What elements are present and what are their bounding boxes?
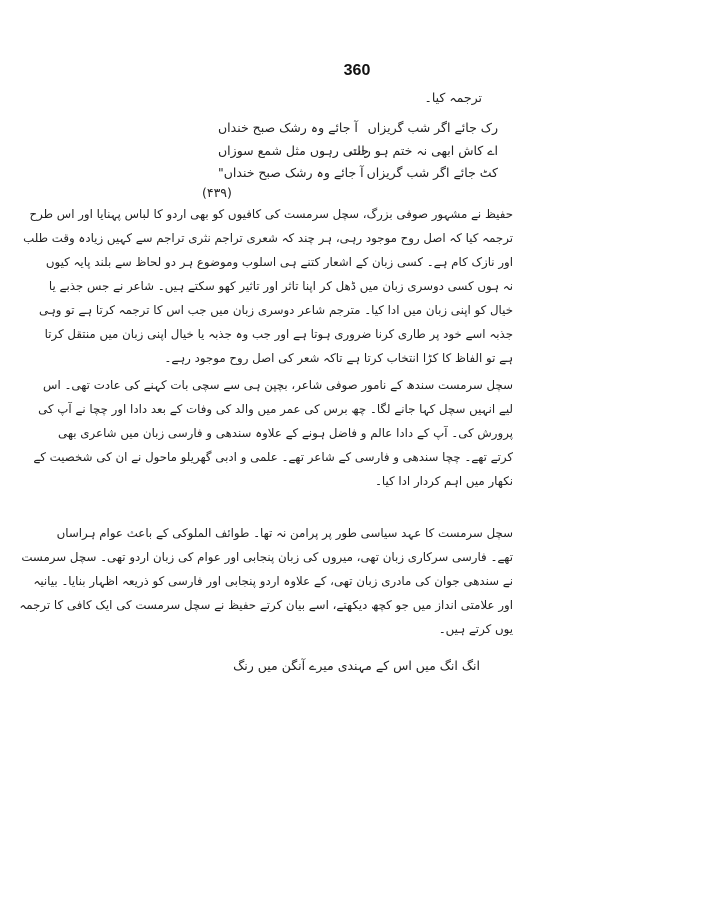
verse-first-half: اے کاش ابھی نہ ختم ہو رات	[349, 143, 498, 158]
paragraph-line: یوں کرتے ہیں۔	[438, 622, 513, 636]
paragraph-line: تھے۔ فارسی سرکاری زبان تھی، میروں کی زبان پنجابی اور عوام کی زبان اردو تھی۔ سچل سرمست	[21, 550, 513, 564]
intro-line: ترجمہ کیا۔	[424, 90, 482, 105]
paragraph-line: سچل سرمست سندھ کے نامور صوفی شاعر، بچپن ہی سے سچی بات کہنے کی عادت تھی۔ اس	[43, 378, 513, 392]
paragraph-line: نے سندھی جوان کی مادری زبان تھی، کے علاوہ اردو پنجابی اور فارسی کو ذریعہ اظہار بنایا۔ بیانیہ	[33, 574, 513, 588]
verse-first-half: رک جائے اگر شب گریزاں	[367, 120, 498, 135]
verse-second-half: جلتی رہوں مثل شمع سوزاں	[218, 143, 369, 158]
paragraph-line: کرتے تھے۔ چچا سندھی و فارسی کے شاعر تھے۔ علمی و ادبی گھریلو ماحول نے ان کی شخصیت کے	[33, 450, 513, 464]
paragraph-line: لیے انہیں سچل کہا جانے لگا۔ چھ برس کی عمر میں والد کی وفات کے بعد دادا اور چچا نے آپ کی	[38, 402, 513, 416]
paragraph-line: نکھار میں اہم کردار ادا کیا۔	[374, 474, 513, 488]
verse-second-half: آ جائے وہ رشک صبح خنداں	[218, 120, 358, 135]
paragraph-line: نہ ہوں کسی دوسری زبان میں ڈھل کر اپنا تاثر اور تاثیر کھو سکتے ہیں۔ شاعر نے جس جذبے یا	[48, 279, 513, 293]
page-number: 360	[343, 62, 371, 79]
paragraph-line: ہے تو الفاظ کا کڑا انتخاب کرتا ہے تاکہ شعر کی اصل روح موجود رہے۔	[164, 351, 513, 365]
verse-first-half: کٹ جائے اگر شب گریزاں	[366, 165, 498, 180]
paragraph-line: پرورش کی۔ آپ کے دادا عالم و فاضل ہونے کے علاوہ سندھی و فارسی زبان میں شاعری بھی	[58, 426, 513, 440]
reference-number: (۴۳۹)	[202, 185, 232, 200]
paragraph-line: سچل سرمست کا عہد سیاسی طور پر پرامن نہ تھا۔ طوائف الملوکی کے باعث عوام ہراساں	[56, 526, 513, 540]
paragraph-line: اور علامتی انداز میں جو کچھ دیکھتے، اسے بیان کرتے حفیظ نے سچل سرمست کی ایک کافی کا ترجمہ	[19, 598, 513, 612]
closing-verse: انگ انگ میں اس کے مہندی میرے آنگن میں رنگ	[233, 658, 480, 673]
verse-second-half: آ جائے وہ رشک صبح خنداں"	[218, 165, 364, 180]
paragraph-line: ترجمہ کیا کہ اصل روح موجود رہی، ہر چند کہ شعری تراجم نثری تراجم سے کہیں زیادہ وقت طلب	[23, 231, 513, 245]
paragraph-line: حفیظ نے مشہور صوفی بزرگ، سچل سرمست کی کافیوں کو بھی اردو کا لباس پہنایا اور اس طرح	[29, 207, 513, 221]
paragraph-line: اور نازک کام ہے۔ کسی زبان کے اشعار کتنے ہی اسلوب وموضوع ہر دو لحاظ سے بلند پایہ کیوں	[45, 255, 513, 269]
paragraph-line: خیال کو اپنی زبان میں ادا کیا۔ مترجم شاعر دوسری زبان میں جب اس کا ترجمہ کرتا ہے تو وہی	[39, 303, 513, 317]
paragraph-line: جذبہ اسے خود پر طاری کرنا ضروری ہوتا ہے اور جب وہ جذبہ یا خیال اپنی زبان میں منتقل کرتا	[44, 327, 513, 341]
